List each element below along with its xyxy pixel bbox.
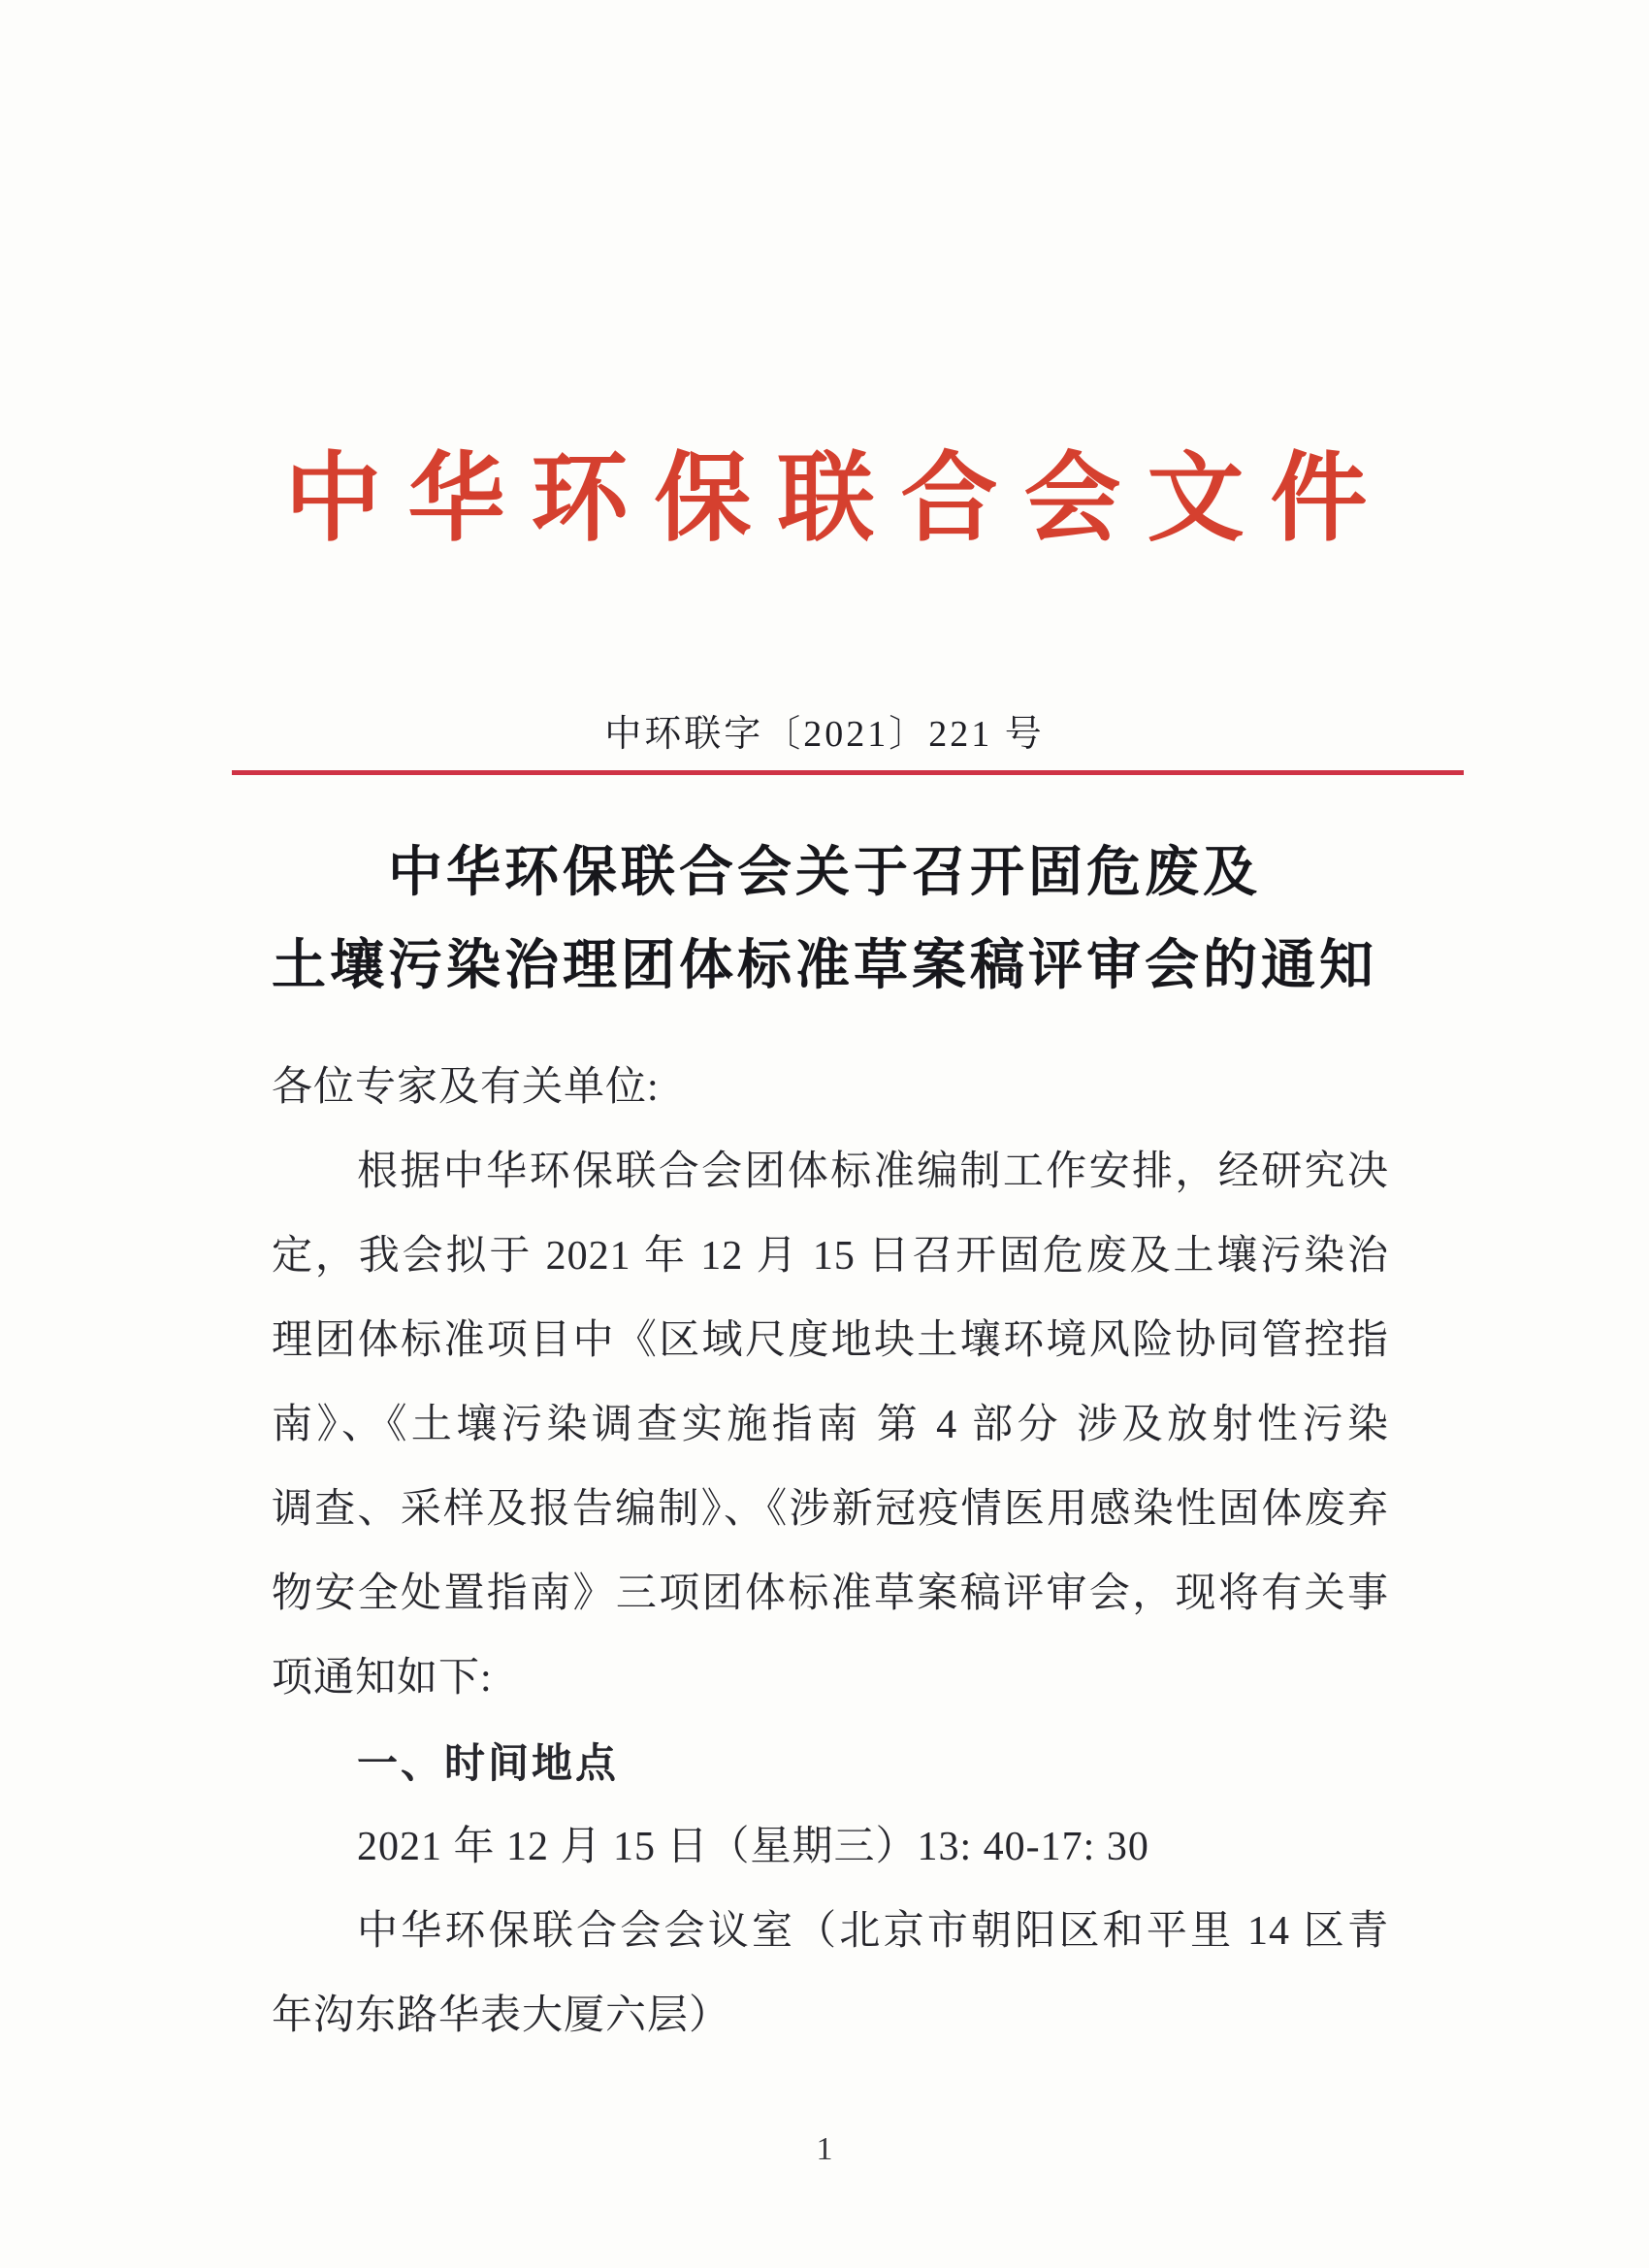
doc-title xyxy=(209,826,1440,1013)
body-line: 定，我会拟于 2021 年 12 月 15 日召开固危废及土壤污染治 xyxy=(272,1234,1389,1279)
page-number: 1 xyxy=(816,2131,833,2167)
body-line: 项通知如下: xyxy=(272,1656,493,1701)
meeting-datetime-line: 2021 年 12 月 15 日（星期三）13: 40-17: 30 xyxy=(357,1825,1149,1869)
org-title-banner: 中华环保联合会文件 xyxy=(284,445,1394,553)
doc-number: 中环联字〔2021〕221 号 xyxy=(604,714,1045,755)
body-text xyxy=(272,1046,1389,2058)
red-divider-rule xyxy=(232,770,1464,775)
body-line: 南》、《土壤污染调查实施指南 第 4 部分 涉及放射性污染 xyxy=(272,1403,1389,1447)
salutation-line: 各位专家及有关单位: xyxy=(272,1065,660,1110)
section-heading-time-place: 一、时间地点 xyxy=(357,1740,620,1786)
doc-title-line-2: 土壤污染治理团体标准草案稿评审会的通知 xyxy=(272,936,1377,996)
doc-title-line-1: 中华环保联合会关于召开固危废及 xyxy=(388,843,1261,903)
body-line: 理团体标准项目中《区域尺度地块土壤环境风险协同管控指 xyxy=(272,1318,1389,1363)
body-line: 根据中华环保联合会团体标准编制工作安排，经研究决 xyxy=(357,1150,1389,1194)
body-line: 调查、采样及报告编制》、《涉新冠疫情医用感染性固体废弃 xyxy=(272,1487,1389,1532)
body-line: 物安全处置指南》三项团体标准草案稿评审会，现将有关事 xyxy=(272,1571,1389,1616)
meeting-location-line: 中华环保联合会会议室（北京市朝阳区和平里 14 区青 xyxy=(357,1909,1389,1954)
meeting-location-line-2: 年沟东路华表大厦六层） xyxy=(272,1993,731,2038)
